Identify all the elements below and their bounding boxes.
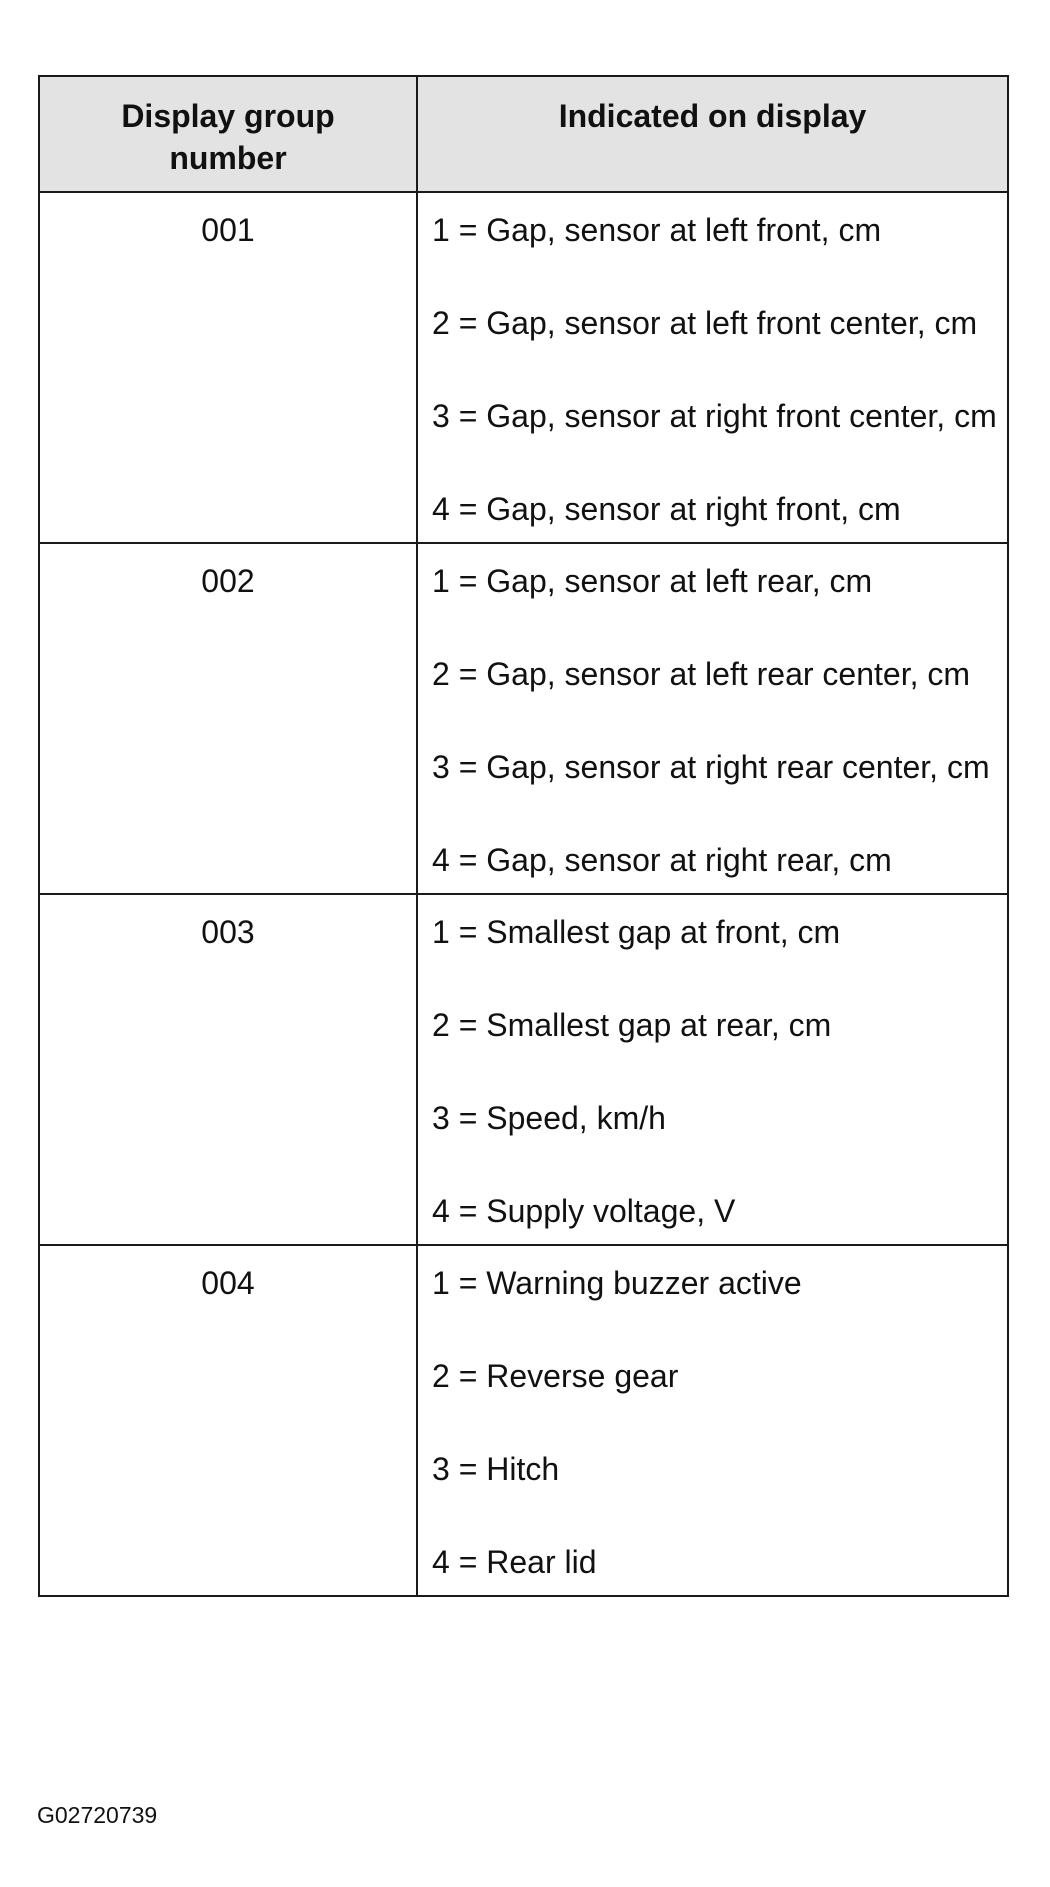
header-display-group-number: Display group number [39, 76, 417, 192]
group-number-cell: 002 [39, 543, 417, 894]
indicated-cell [417, 192, 1008, 543]
indicated-item: 1 = Gap, sensor at left front, cm [432, 212, 882, 248]
indicated-item: 1 = Smallest gap at front, cm [432, 914, 841, 950]
indicated-item: 2 = Gap, sensor at left rear center, cm [432, 656, 971, 692]
header-indicated-on-display: Indicated on display [417, 76, 1008, 192]
indicated-cell [417, 1245, 1008, 1596]
indicated-item: 3 = Gap, sensor at right front center, cm [432, 398, 997, 434]
indicated-item: 3 = Hitch [432, 1451, 560, 1487]
group-number-cell: 004 [39, 1245, 417, 1596]
figure-id: G02720739 [37, 1802, 158, 1828]
indicated-item: 2 = Smallest gap at rear, cm [432, 1007, 832, 1043]
indicated-cell [417, 894, 1008, 1245]
table-row [39, 1245, 1008, 1596]
indicated-cell [417, 543, 1008, 894]
indicated-item: 2 = Gap, sensor at left front center, cm [432, 305, 978, 341]
indicated-item: 2 = Reverse gear [432, 1358, 679, 1394]
group-number-cell: 003 [39, 894, 417, 1245]
indicated-item: 4 = Gap, sensor at right front, cm [432, 491, 901, 527]
table-row [39, 543, 1008, 894]
indicated-item: 4 = Rear lid [432, 1544, 597, 1580]
indicated-item: 3 = Speed, km/h [432, 1100, 666, 1136]
table-header-row [39, 76, 1008, 192]
table-row [39, 192, 1008, 543]
table-row [39, 894, 1008, 1245]
indicated-item: 1 = Warning buzzer active [432, 1265, 802, 1301]
indicated-item: 4 = Gap, sensor at right rear, cm [432, 842, 892, 878]
indicated-item: 3 = Gap, sensor at right rear center, cm [432, 749, 990, 785]
display-group-table [38, 75, 1009, 1597]
group-number-cell: 001 [39, 192, 417, 543]
indicated-item: 4 = Supply voltage, V [432, 1193, 736, 1229]
indicated-item: 1 = Gap, sensor at left rear, cm [432, 563, 873, 599]
